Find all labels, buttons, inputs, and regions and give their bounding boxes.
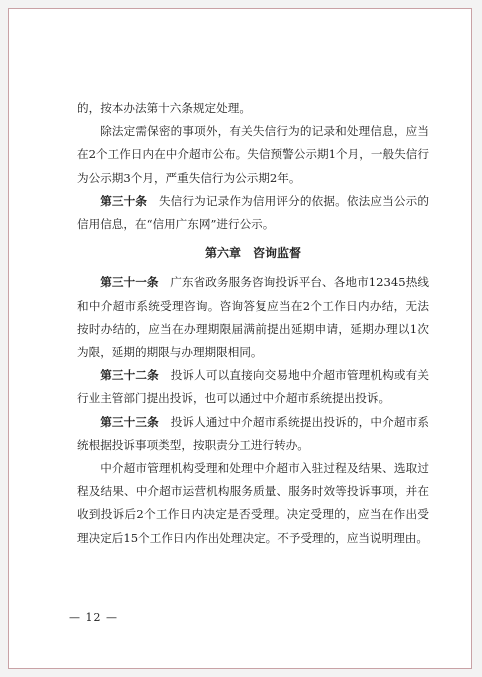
article-31-text: 广东省政务服务咨询投诉平台、各地市12345热线和中介超市系统受理咨询。咨询答复应当在2个工作日内办结，无法按时办结的，应当在办理期限届满前提出延期申请，延期办理以1次为限，延期的期限与办理期限相同。 (77, 275, 429, 360)
article-31-label: 第三十一条 (100, 275, 159, 290)
article-30 (77, 190, 429, 236)
document-body (77, 97, 429, 550)
article-33-text: 投诉人通过中介超市系统提出投诉的，中介超市系统根据投诉事项类型，按职责分工进行转办。 (77, 414, 429, 452)
article-32-label: 第三十二条 (100, 368, 159, 383)
chapter-6-title: 第六章 咨询监督 (204, 246, 301, 261)
paragraph-complaint-handling: 中介超市管理机构受理和处理中介超市入驻过程及结果、选取过程及结果、中介超市运营机构服务质量、服务时效等投诉事项，并在收到投诉后2个工作日内决定是否受理。决定受理的，应当在作出受理决定后15个工作日内作出处理决定。不予受理的，应当说明理由。 (77, 461, 429, 545)
article-33-label: 第三十三条 (100, 414, 159, 429)
article-32-text: 投诉人可以直接向交易地中介超市管理机构或有关行业主管部门提出投诉，也可以通过中介超市系统提出投诉。 (77, 368, 429, 406)
article-30-label: 第三十条 (100, 193, 148, 208)
paragraph-disclosure: 除法定需保密的事项外，有关失信行为的记录和处理信息，应当在2个工作日内在中介超市公布。失信预警公示期1个月，一般失信行为公示期3个月，严重失信行为公示期2年。 (77, 124, 429, 185)
article-31 (77, 271, 429, 364)
paragraph-continuation: 的，按本办法第十六条规定处理。 (77, 101, 251, 115)
article-33 (77, 411, 429, 457)
page-number: — 12 — (69, 611, 118, 624)
article-32 (77, 364, 429, 410)
article-30-text: 失信行为记录作为信用评分的依据。依法应当公示的信用信息，在“信用广东网”进行公示。 (77, 193, 429, 232)
document-page (8, 8, 472, 669)
